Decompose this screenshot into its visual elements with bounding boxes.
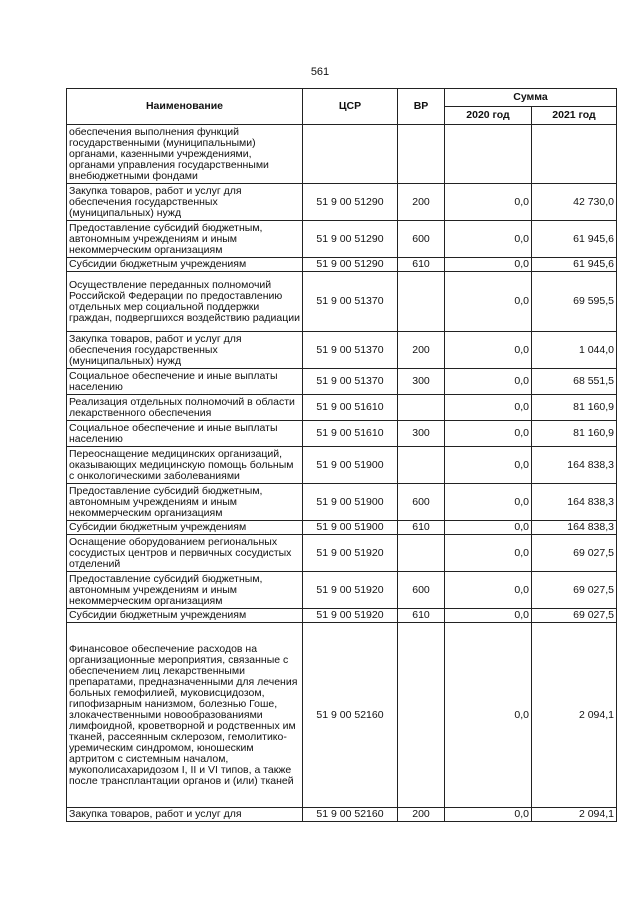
table-row xyxy=(67,535,617,572)
row-csr: 51 9 00 51290 xyxy=(303,258,398,272)
row-2020: 0,0 xyxy=(445,221,532,258)
table-row xyxy=(67,521,617,535)
table-row xyxy=(67,258,617,272)
row-csr: 51 9 00 52160 xyxy=(303,623,398,808)
row-vr: 200 xyxy=(398,332,445,369)
table-row xyxy=(67,623,617,808)
row-2020: 0,0 xyxy=(445,484,532,521)
row-2021: 69 027,5 xyxy=(532,572,617,609)
row-2021: 1 044,0 xyxy=(532,332,617,369)
row-2020: 0,0 xyxy=(445,272,532,332)
row-name: Социальное обеспечение и иные выплаты населению xyxy=(67,421,303,447)
table-row xyxy=(67,221,617,258)
row-vr: 610 xyxy=(398,609,445,623)
row-2021: 61 945,6 xyxy=(532,221,617,258)
row-csr: 51 9 00 51900 xyxy=(303,521,398,535)
budget-table xyxy=(66,88,617,822)
table-row xyxy=(67,369,617,395)
row-name: Осуществление переданных полномочий Российской Федерации по предоставлению отдельных мер социальной поддержки граждан, подвергшихся воздействию радиации xyxy=(67,272,303,332)
row-2020: 0,0 xyxy=(445,421,532,447)
header-name: Наименование xyxy=(67,89,303,125)
row-csr: 51 9 00 51920 xyxy=(303,609,398,623)
row-csr: 51 9 00 51370 xyxy=(303,272,398,332)
row-vr: 600 xyxy=(398,572,445,609)
row-2020: 0,0 xyxy=(445,623,532,808)
row-2020: 0,0 xyxy=(445,609,532,623)
row-2021: 42 730,0 xyxy=(532,184,617,221)
header-csr: ЦСР xyxy=(303,89,398,125)
row-csr: 51 9 00 51610 xyxy=(303,421,398,447)
header-sum: Сумма xyxy=(445,89,617,107)
row-csr: 51 9 00 51900 xyxy=(303,484,398,521)
row-name: Закупка товаров, работ и услуг для обеспечения государственных (муниципальных) нужд xyxy=(67,184,303,221)
row-name: Предоставление субсидий бюджетным, автономным учреждениям и иным некоммерческим организациям xyxy=(67,484,303,521)
table-row xyxy=(67,421,617,447)
row-2021: 2 094,1 xyxy=(532,623,617,808)
row-name: Реализация отдельных полномочий в области лекарственного обеспечения xyxy=(67,395,303,421)
row-vr: 610 xyxy=(398,521,445,535)
row-2021: 164 838,3 xyxy=(532,521,617,535)
row-csr: 51 9 00 51900 xyxy=(303,447,398,484)
row-vr: 600 xyxy=(398,221,445,258)
row-name: Закупка товаров, работ и услуг для обеспечения государственных (муниципальных) нужд xyxy=(67,332,303,369)
row-2020: 0,0 xyxy=(445,572,532,609)
row-vr xyxy=(398,447,445,484)
row-csr: 51 9 00 52160 xyxy=(303,808,398,822)
row-vr xyxy=(398,272,445,332)
row-2020 xyxy=(445,125,532,184)
table-row xyxy=(67,447,617,484)
row-2021: 81 160,9 xyxy=(532,395,617,421)
row-2021: 81 160,9 xyxy=(532,421,617,447)
row-vr: 200 xyxy=(398,808,445,822)
header-2020: 2020 год xyxy=(445,107,532,125)
table-row xyxy=(67,125,617,184)
row-2021: 69 027,5 xyxy=(532,535,617,572)
row-2020: 0,0 xyxy=(445,184,532,221)
row-2020: 0,0 xyxy=(445,258,532,272)
row-name: Субсидии бюджетным учреждениям xyxy=(67,521,303,535)
row-csr: 51 9 00 51920 xyxy=(303,535,398,572)
row-2020: 0,0 xyxy=(445,521,532,535)
row-vr: 300 xyxy=(398,369,445,395)
header-row xyxy=(67,89,617,107)
row-csr: 51 9 00 51920 xyxy=(303,572,398,609)
row-2020: 0,0 xyxy=(445,332,532,369)
row-csr xyxy=(303,125,398,184)
row-name: обеспечения выполнения функций государственными (муниципальными) органами, казенными учреждениями, органами управления государственными внебюджетными фондами xyxy=(67,125,303,184)
table-row xyxy=(67,572,617,609)
table-row xyxy=(67,272,617,332)
row-2021 xyxy=(532,125,617,184)
row-2020: 0,0 xyxy=(445,369,532,395)
row-name: Переоснащение медицинских организаций, оказывающих медицинскую помощь больным с онкологическими заболеваниями xyxy=(67,447,303,484)
row-vr: 300 xyxy=(398,421,445,447)
row-2020: 0,0 xyxy=(445,447,532,484)
row-csr: 51 9 00 51370 xyxy=(303,369,398,395)
row-2020: 0,0 xyxy=(445,535,532,572)
row-name: Предоставление субсидий бюджетным, автономным учреждениям и иным некоммерческим организациям xyxy=(67,572,303,609)
table-row xyxy=(67,609,617,623)
table-row xyxy=(67,484,617,521)
row-2021: 61 945,6 xyxy=(532,258,617,272)
row-name: Закупка товаров, работ и услуг для xyxy=(67,808,303,822)
row-2020: 0,0 xyxy=(445,395,532,421)
row-name: Социальное обеспечение и иные выплаты населению xyxy=(67,369,303,395)
row-csr: 51 9 00 51290 xyxy=(303,221,398,258)
row-name: Оснащение оборудованием региональных сосудистых центров и первичных сосудистых отделений xyxy=(67,535,303,572)
row-name: Субсидии бюджетным учреждениям xyxy=(67,609,303,623)
row-vr xyxy=(398,395,445,421)
row-2021: 164 838,3 xyxy=(532,447,617,484)
row-2021: 69 595,5 xyxy=(532,272,617,332)
row-2021: 69 027,5 xyxy=(532,609,617,623)
row-2021: 2 094,1 xyxy=(532,808,617,822)
row-vr: 610 xyxy=(398,258,445,272)
row-2020: 0,0 xyxy=(445,808,532,822)
row-2021: 164 838,3 xyxy=(532,484,617,521)
header-2021: 2021 год xyxy=(532,107,617,125)
row-vr xyxy=(398,125,445,184)
table-row xyxy=(67,332,617,369)
row-name: Предоставление субсидий бюджетным, автономным учреждениям и иным некоммерческим организациям xyxy=(67,221,303,258)
table-row xyxy=(67,808,617,822)
row-vr xyxy=(398,535,445,572)
row-name: Финансовое обеспечение расходов на организационные мероприятия, связанные с обеспечением лиц лекарственными препаратами, предназначенными для лечения больных гемофилией, муковисцидозом, гипофизарным нанизмом, болезнью Гоше, злокачественными новообразованиями лимфоидной, кроветворной и родственных им тканей, рассеянным склерозом, гемолитико-уремическим синдромом, юношеским артритом с системным началом, мукополисахаридозом I, II и VI типов, а также после трансплантации органов и (или) тканей xyxy=(67,623,303,808)
row-csr: 51 9 00 51290 xyxy=(303,184,398,221)
table-row xyxy=(67,395,617,421)
row-csr: 51 9 00 51370 xyxy=(303,332,398,369)
header-vr: ВР xyxy=(398,89,445,125)
row-vr: 600 xyxy=(398,484,445,521)
row-2021: 68 551,5 xyxy=(532,369,617,395)
row-vr xyxy=(398,623,445,808)
page-number: 561 xyxy=(310,66,330,78)
row-csr: 51 9 00 51610 xyxy=(303,395,398,421)
row-name: Субсидии бюджетным учреждениям xyxy=(67,258,303,272)
table-row xyxy=(67,184,617,221)
row-vr: 200 xyxy=(398,184,445,221)
